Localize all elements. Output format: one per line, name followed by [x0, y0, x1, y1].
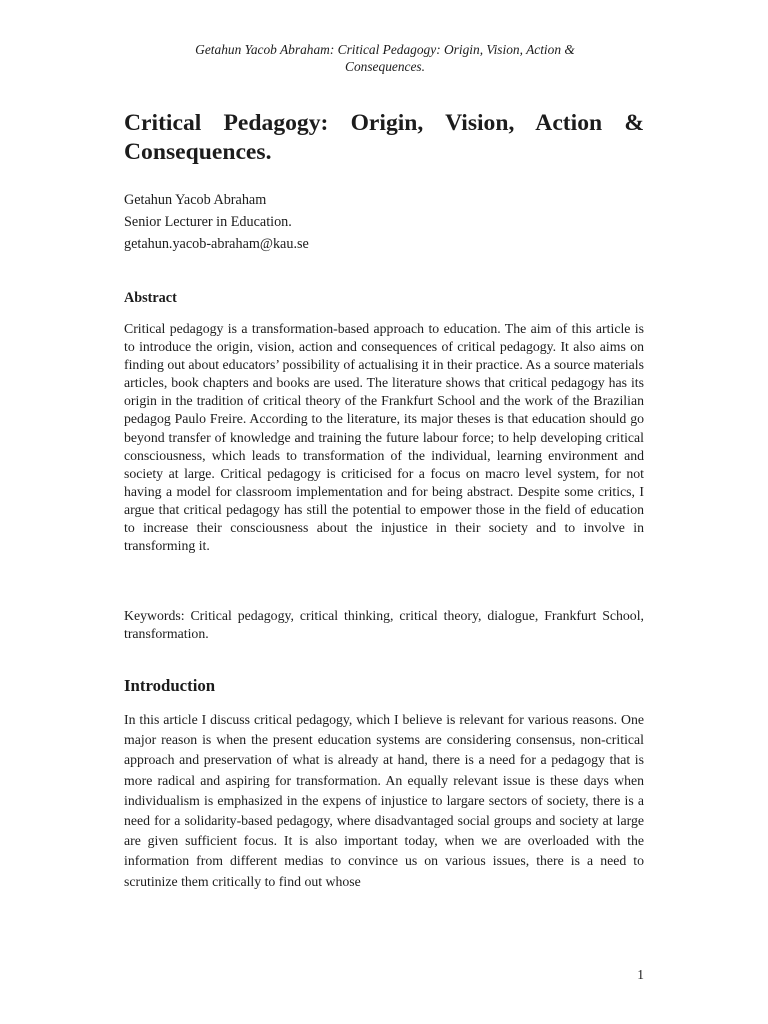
running-header-line-1: Getahun Yacob Abraham: Critical Pedagogy: Origin, Vision, Action &	[195, 42, 575, 57]
introduction-paragraph: In this article I discuss critical pedagogy, which I believe is relevant for various reasons. One major reason is when the present education systems are considering consensus, non-critical approach and preservation of what is already at hand, there is a need for a pedagogy that is more radical and aspiring for transformation. An equally relevant issue is these days when individualism is emphasized in the expens of injustice to largare sectors of society, there is a need for a solidarity-based pedagogy, where disadvantaged social groups and society at large are given sufficient focus. It is also important today, when we are overloaded with the information from different medias to convince us on various issues, there is a need to scrutinize them critically to find out whose	[124, 712, 644, 889]
author-name: Getahun Yacob Abraham	[124, 192, 267, 208]
abstract-heading: Abstract	[124, 290, 177, 306]
introduction-heading: Introduction	[124, 676, 216, 695]
running-header	[150, 41, 620, 75]
keywords: Keywords: Critical pedagogy, critical thinking, critical theory, dialogue, Frankfurt School, transformation.	[124, 608, 644, 642]
author-affiliation: Senior Lecturer in Education.	[124, 214, 292, 230]
abstract-text: Critical pedagogy is a transformation-based approach to education. The aim of this article is to introduce the origin, vision, action and consequences of critical pedagogy. It also aims on finding out about educators’ possibility of actualising it in their practice. As a source materials articles, book chapters and books are used. The literature shows that critical pedagogy has its origin in the tradition of critical theory of the Frankfurt School and the work of the Brazilian pedagog Paulo Freire. According to the literature, its major theses is that education should go beyond transfer of knowledge and training the future labour force; to help developing critical consciousness, which leads to transformation of the individual, learning environment and society at large. Critical pedagogy is criticised for a focus on macro level system, for not having a model for classroom implementation and for being abstract. Despite some critics, I argue that critical pedagogy has still the potential to empower those in the field of education to increase their consciousness about the injustice in their society and to involve in transforming it.	[124, 321, 644, 554]
article-title: Critical Pedagogy: Origin, Vision, Action & Consequences.	[124, 110, 644, 165]
author-email: getahun.yacob-abraham@kau.se	[124, 236, 309, 252]
page-number: 1	[637, 967, 644, 982]
author-block	[124, 189, 644, 255]
running-header-line-2: Consequences.	[345, 59, 425, 74]
